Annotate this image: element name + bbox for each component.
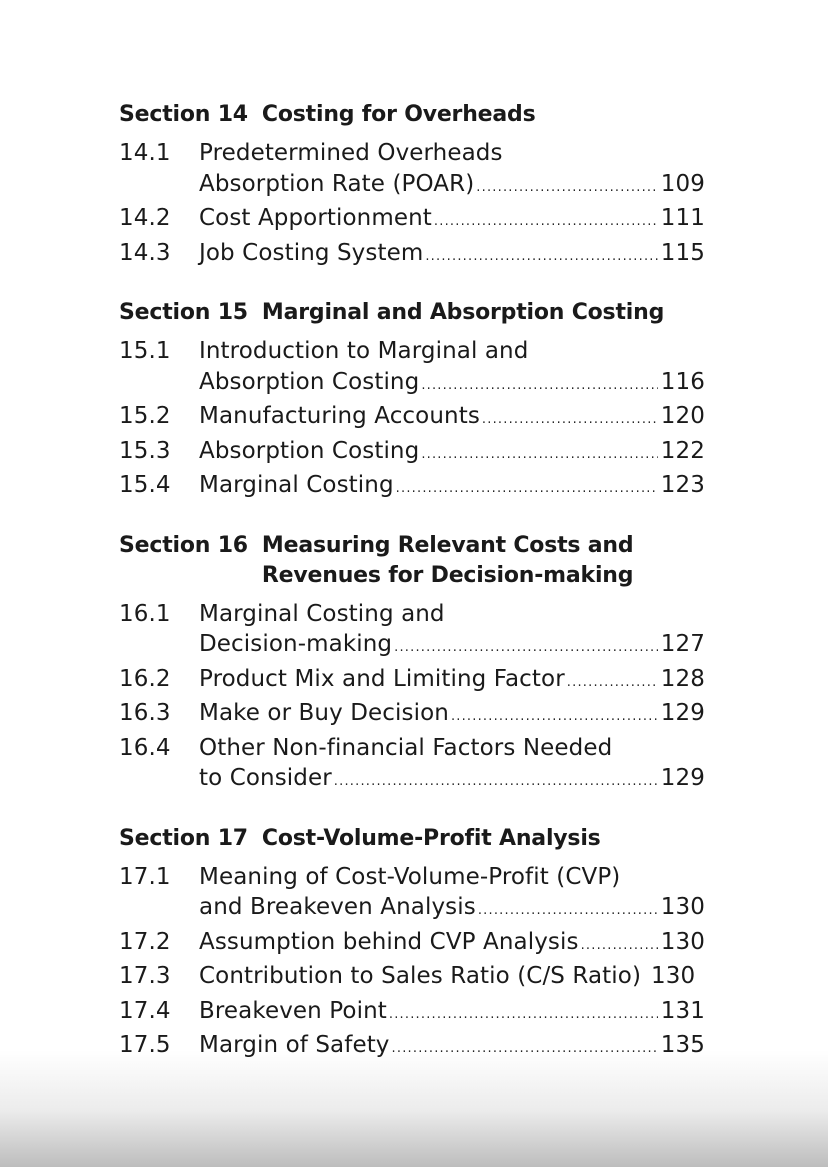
toc-entry[interactable] (119, 203, 705, 238)
dot-leader (421, 440, 657, 471)
entry-page: 116 (660, 368, 705, 395)
entry-page: 131 (660, 997, 705, 1024)
entry-title: Job Costing System (199, 239, 424, 266)
dot-leader (434, 207, 658, 238)
toc-entry[interactable] (119, 1030, 705, 1065)
entry-number: 16.3 (119, 700, 171, 726)
dot-leader (567, 668, 658, 699)
entry-title: Meaning of Cost-Volume-Profit (CVP) (199, 863, 621, 890)
entry-number: 17.1 (119, 863, 171, 890)
entry-page: 135 (660, 1032, 705, 1058)
section-heading (119, 100, 705, 130)
dot-leader (451, 702, 658, 733)
dot-leader (389, 1000, 658, 1031)
entry-number: 16.4 (119, 734, 171, 761)
entry-page: 130 (651, 963, 696, 989)
section-title: Costing for Overheads (261, 102, 536, 127)
entry-number: 15.3 (119, 437, 171, 464)
entry-title-continued: and Breakeven Analysis (199, 894, 476, 920)
toc-section (119, 100, 705, 272)
section-heading (119, 824, 705, 854)
dot-leader (392, 1034, 658, 1065)
dot-leader (394, 633, 658, 664)
entry-page: 111 (660, 205, 705, 231)
entry-number: 17.4 (119, 997, 171, 1024)
entry-title: Assumption behind CVP Analysis (199, 928, 579, 955)
entry-number: 17.2 (119, 928, 171, 955)
entry-page: 109 (660, 170, 705, 197)
entry-title: Manufacturing Accounts (199, 403, 480, 429)
entry-title: Breakeven Point (199, 997, 387, 1024)
entry-number: 15.2 (119, 403, 171, 429)
entry-title: Marginal Costing and (199, 600, 445, 627)
entry-page: 120 (660, 403, 705, 429)
entry-title: Make or Buy Decision (199, 700, 449, 726)
entry-title: Product Mix and Limiting Factor (199, 665, 565, 692)
entry-page: 129 (660, 765, 705, 791)
entry-page: 130 (660, 928, 705, 955)
entry-title: Marginal Costing (199, 472, 394, 498)
toc-entry[interactable] (119, 238, 705, 273)
toc-entry[interactable] (119, 996, 705, 1031)
dot-leader (396, 474, 658, 505)
entry-title: Other Non-financial Factors Needed (199, 734, 613, 761)
toc-entry[interactable] (119, 138, 705, 203)
entry-number: 15.4 (119, 472, 171, 498)
entry-number: 17.5 (119, 1032, 171, 1058)
toc-entry[interactable] (119, 961, 705, 996)
toc-section (119, 531, 705, 798)
section-title: Measuring Relevant Costs and Revenues for Decision-making (261, 532, 634, 588)
section-label: Section 14 (119, 102, 248, 127)
dot-leader (581, 931, 658, 962)
entry-number: 16.2 (119, 665, 171, 692)
entry-title: Margin of Safety (199, 1032, 390, 1058)
section-title: Cost-Volume-Profit Analysis (261, 825, 601, 851)
entry-number: 15.1 (119, 338, 171, 364)
dot-leader (476, 173, 658, 204)
entry-title-continued: to Consider (199, 765, 332, 791)
toc-entry[interactable] (119, 698, 705, 733)
toc-entry[interactable] (119, 401, 705, 436)
dot-leader (478, 896, 658, 927)
section-label: Section 17 (119, 825, 248, 851)
entry-page: 127 (660, 631, 705, 657)
entry-page: 130 (660, 894, 705, 920)
entry-page: 129 (660, 700, 705, 726)
entry-title-continued: Absorption Rate (POAR) (199, 170, 475, 197)
toc-entry[interactable] (119, 927, 705, 962)
section-heading (119, 298, 705, 328)
section-title: Marginal and Absorption Costing (261, 300, 665, 325)
toc-section (119, 824, 705, 1065)
section-heading (119, 531, 705, 591)
toc-section (119, 298, 705, 505)
entry-page: 115 (660, 239, 705, 266)
entry-number: 14.2 (119, 205, 171, 231)
entry-number: 14.1 (119, 140, 171, 166)
toc-entry[interactable] (119, 733, 705, 798)
table-of-contents (119, 100, 705, 1091)
toc-entry[interactable] (119, 599, 705, 664)
dot-leader (482, 405, 658, 436)
toc-entry[interactable] (119, 862, 705, 927)
dot-leader (334, 767, 658, 798)
entry-page: 123 (660, 472, 705, 498)
entry-number: 16.1 (119, 600, 171, 627)
entry-title: Contribution to Sales Ratio (C/S Ratio) (199, 963, 642, 989)
entry-number: 14.3 (119, 239, 171, 266)
entry-title: Introduction to Marginal and (199, 338, 529, 364)
section-label: Section 15 (119, 300, 248, 325)
toc-entry[interactable] (119, 436, 705, 471)
toc-entry[interactable] (119, 470, 705, 505)
entry-page: 122 (660, 437, 705, 464)
entry-number: 17.3 (119, 963, 171, 989)
dot-leader (425, 242, 657, 273)
section-label: Section 16 (119, 532, 248, 558)
entry-title-continued: Decision-making (199, 631, 393, 657)
entry-title: Absorption Costing (199, 437, 420, 464)
entry-title: Predetermined Overheads (199, 140, 503, 166)
dot-leader (421, 371, 657, 402)
toc-entry[interactable] (119, 336, 705, 401)
entry-page: 128 (660, 665, 705, 692)
entry-title-continued: Absorption Costing (199, 368, 420, 395)
toc-entry[interactable] (119, 664, 705, 699)
entry-title: Cost Apportionment (199, 205, 432, 231)
